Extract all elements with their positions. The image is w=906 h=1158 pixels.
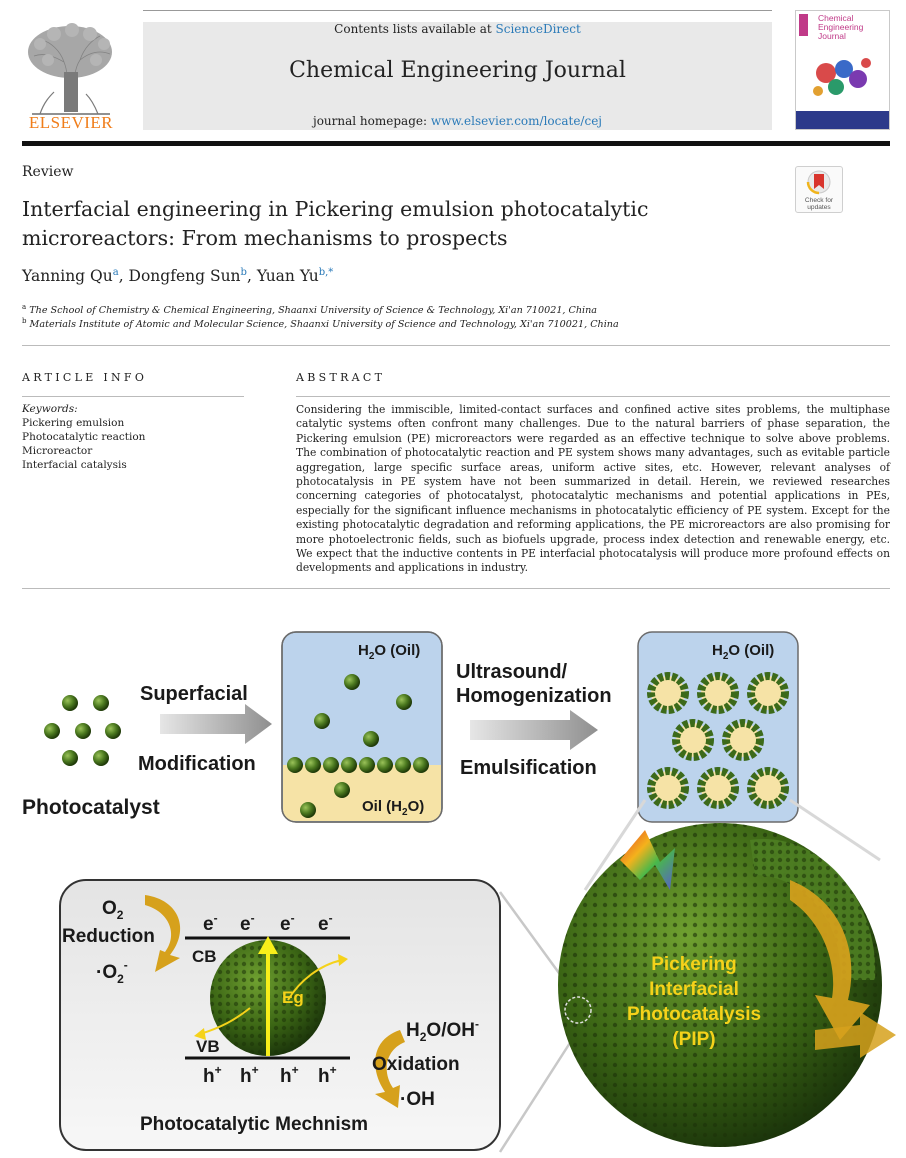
section-rule [22,345,890,346]
ultrasound-label: Ultrasound/ [456,661,568,683]
pip-line-3: Photocatalysis [626,1004,762,1025]
vial2-top-phase-label: $H_2O$ (Oil) [712,642,775,662]
emulsion-vial [638,632,798,822]
cover-title-line-2: Engineering [818,22,864,32]
author-affiliation-mark[interactable]: a [112,267,119,278]
author-affiliation-mark[interactable]: b [240,267,247,278]
water-hydroxide-label: $H_2O/OH^-$ [406,1017,479,1044]
vial1-top-phase-label: $H_2O$ (Oil) [358,642,421,662]
hole-1: h+ [203,1063,222,1087]
cover-title-line-1: Chemical [818,13,854,23]
homogenization-label: Homogenization [456,685,612,707]
abstract-rule [296,396,890,397]
affiliation-text: The School of Chemistry & Chemical Engineering, Shaanxi University of Science & Technology, Xi'an 710021, China [29,305,598,317]
photocatalyst-label: Photocatalyst [22,796,160,819]
pip-line-2: Interfacial [649,979,739,1000]
hole-2: h+ [240,1063,259,1087]
band-gap-label: Eg [282,988,304,1007]
author-separator: , [118,267,129,286]
vial1-bottom-phase-label: Oil $(H_2O)$ [362,798,425,818]
crossmark-line-1: Check for [804,197,834,204]
hole-3: h+ [280,1063,299,1087]
author-affiliation-mark[interactable]: b,* [318,267,334,278]
valence-band-label: VB [196,1037,220,1056]
homepage-prefix: journal homepage: [312,114,431,128]
article-info-heading: ARTICLE INFO [22,371,148,384]
superfacial-label: Superfacial [140,683,248,705]
pip-line-1: Pickering [651,954,737,975]
crossmark-line-2: updates [807,204,831,211]
electron-1: e- [203,911,218,935]
sciencedirect-link[interactable]: ScienceDirect [495,22,581,36]
section-rule [22,588,890,589]
electron-3: e- [280,911,295,935]
homepage-line [143,114,772,128]
affiliation-mark: a [22,303,27,311]
keywords-label: Keywords: [22,403,78,415]
contents-prefix: Contents lists available at [334,22,496,36]
mechanism-caption: Photocatalytic Mechnism [140,1114,369,1135]
crossmark-icon [796,167,842,212]
author-separator: , [246,267,257,286]
affiliation-b [22,317,619,330]
article-title: Interfacial engineering in Pickering emulsion photocatalytic microreactors: From mechanisms to prospects [22,197,649,250]
cover-art [796,11,889,129]
keyword-item[interactable]: Pickering emulsion [22,417,125,429]
emulsification-label: Emulsification [460,757,597,779]
check-for-updates-badge[interactable] [795,166,843,213]
affiliation-mark: b [22,317,27,325]
header-top-rule [143,10,772,11]
journal-title: Chemical Engineering Journal [289,58,626,83]
oxidation-label: Oxidation [372,1054,460,1075]
keyword-item[interactable]: Interfacial catalysis [22,459,127,471]
arrow-right-icon [160,704,272,744]
electron-4: e- [318,911,333,935]
modification-label: Modification [138,753,256,775]
affiliation-text: Materials Institute of Atomic and Molecular Science, Shaanxi University of Science and Technology, Xi'an 710021, China [29,319,619,331]
article-info-rule [22,396,244,397]
superoxide-label: $\cdot O_2^-$ [96,958,128,986]
author-list [22,267,333,285]
pip-line-4: (PIP) [672,1029,716,1050]
keyword-item[interactable]: Microreactor [22,445,93,457]
publisher-name: ELSEVIER [28,113,114,132]
keyword-item[interactable]: Photocatalytic reaction [22,431,146,443]
graphical-abstract [0,600,906,1158]
electron-2: e- [240,911,255,935]
contents-line [143,22,772,36]
author-name[interactable]: Dongfeng Sun [128,267,241,286]
abstract-text: Considering the immiscible, limited-contact surfaces and confined active sites problems, the multiphase catalytic systems often confront many challenges. Due to the natural barriers of phase separation, the Pickering emulsion (PE) microreactors were regarded as an effective technique to solve above problems. The combination of photocatalytic reaction and PE system shows many advantages, such as evitable particle aggregation, large specific surface areas, uniform active sites, etc. However, relevant analyses of photocatalysis in PE system have not been summarized in detail. Herein, we reviewed researches concerning categories of photocatalyst, photocatalytic mechanisms and potential applications in PEs, especially for the significant influence mechanisms in photocatalytic efficiency of PE system. Except for the existing photocatalytic degradation and reforming applications, the PE microreactors are also promising for more photoelectronic fields, such as biofuels upgrade, process index detection and renewable energy, etc. We expect that the inductive contents in PE interfacial photocatalysis will produce more profound effects on developments and applications in industry. [296,403,890,575]
hole-4: h+ [318,1063,337,1087]
article-type: Review [22,164,74,180]
hydroxyl-radical-label: ·OH [400,1089,435,1110]
affiliation-a [22,303,597,316]
arrow-right-icon [470,710,598,750]
reduction-label: Reduction [62,926,155,947]
phase-separated-vial [282,632,442,822]
homepage-link[interactable]: www.elsevier.com/locate/cej [430,114,603,128]
author-name[interactable]: Yanning Qu [22,267,113,286]
header-thick-rule [22,141,890,146]
conduction-band-label: CB [192,947,217,966]
photocatalyst-particles [44,695,121,766]
cover-title-line-3: Journal [818,31,846,41]
journal-cover-thumbnail[interactable] [795,10,890,130]
abstract-heading: ABSTRACT [296,371,386,384]
author-name[interactable]: Yuan Yu [256,267,319,286]
oxygen-label: $O_2$ [102,898,124,922]
